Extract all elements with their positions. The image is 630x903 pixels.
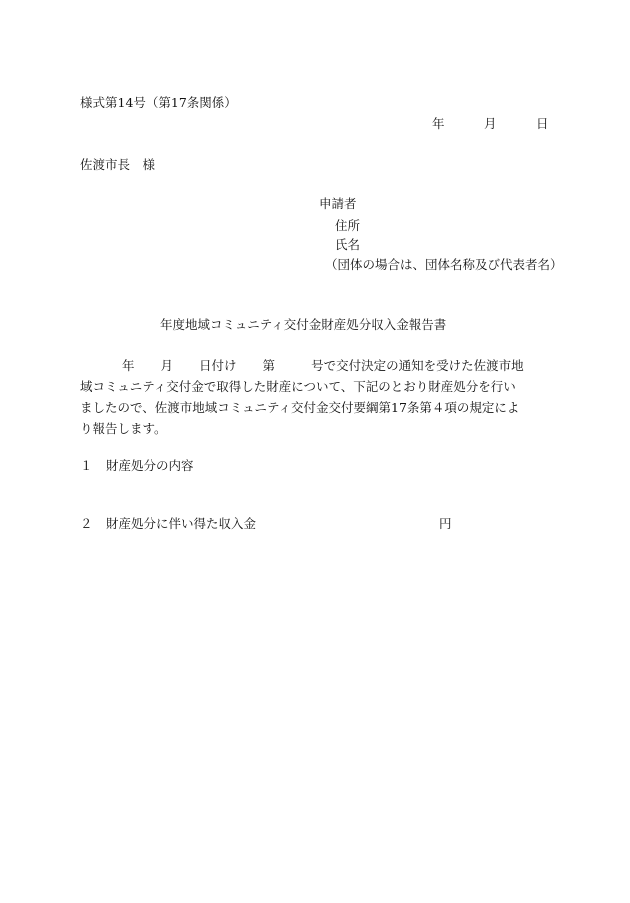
body-dated: 日付け [199, 358, 237, 373]
name-label: 氏名 [335, 237, 361, 252]
item-1-label: 財産処分の内容 [106, 458, 194, 473]
item-1 [80, 460, 194, 473]
item-2-label: 財産処分に伴い得た収入金 [106, 516, 257, 531]
body-paragraph [80, 355, 550, 439]
item-2-number: ２ [80, 516, 93, 531]
body-year: 年 [122, 358, 135, 373]
addressee: 佐渡市長 様 [80, 157, 156, 172]
body-month: 月 [160, 358, 174, 373]
date-month: 月 [484, 116, 497, 131]
organization-note: （団体の場合は、団体名称及び代表者名） [325, 257, 563, 272]
document-title: 年度地域コミュニティ交付金財産処分収入金報告書 [160, 317, 447, 332]
item-1-number: １ [80, 458, 93, 473]
date-year: 年 [432, 116, 445, 131]
currency-unit: 円 [439, 516, 452, 531]
date-day: 日 [536, 116, 549, 131]
item-2 [80, 518, 256, 531]
body-number-prefix: 第 [262, 358, 276, 373]
form-number: 様式第14号（第17条関係） [80, 95, 237, 110]
body-line-1 [80, 355, 550, 376]
body-line-3: ましたので、佐渡市地域コミュニティ交付金交付要綱第17条第４項の規定によ [80, 400, 520, 415]
applicant-label: 申請者 [319, 196, 357, 211]
body-line-2: 域コミュニティ交付金で取得した財産について、下記のとおり財産処分を行い [80, 379, 516, 394]
address-label: 住所 [335, 218, 361, 233]
body-line-1-rest: 号で交付決定の通知を受けた佐渡市地 [311, 358, 524, 373]
body-line-4: り報告します。 [80, 421, 167, 436]
date-line [432, 118, 549, 131]
